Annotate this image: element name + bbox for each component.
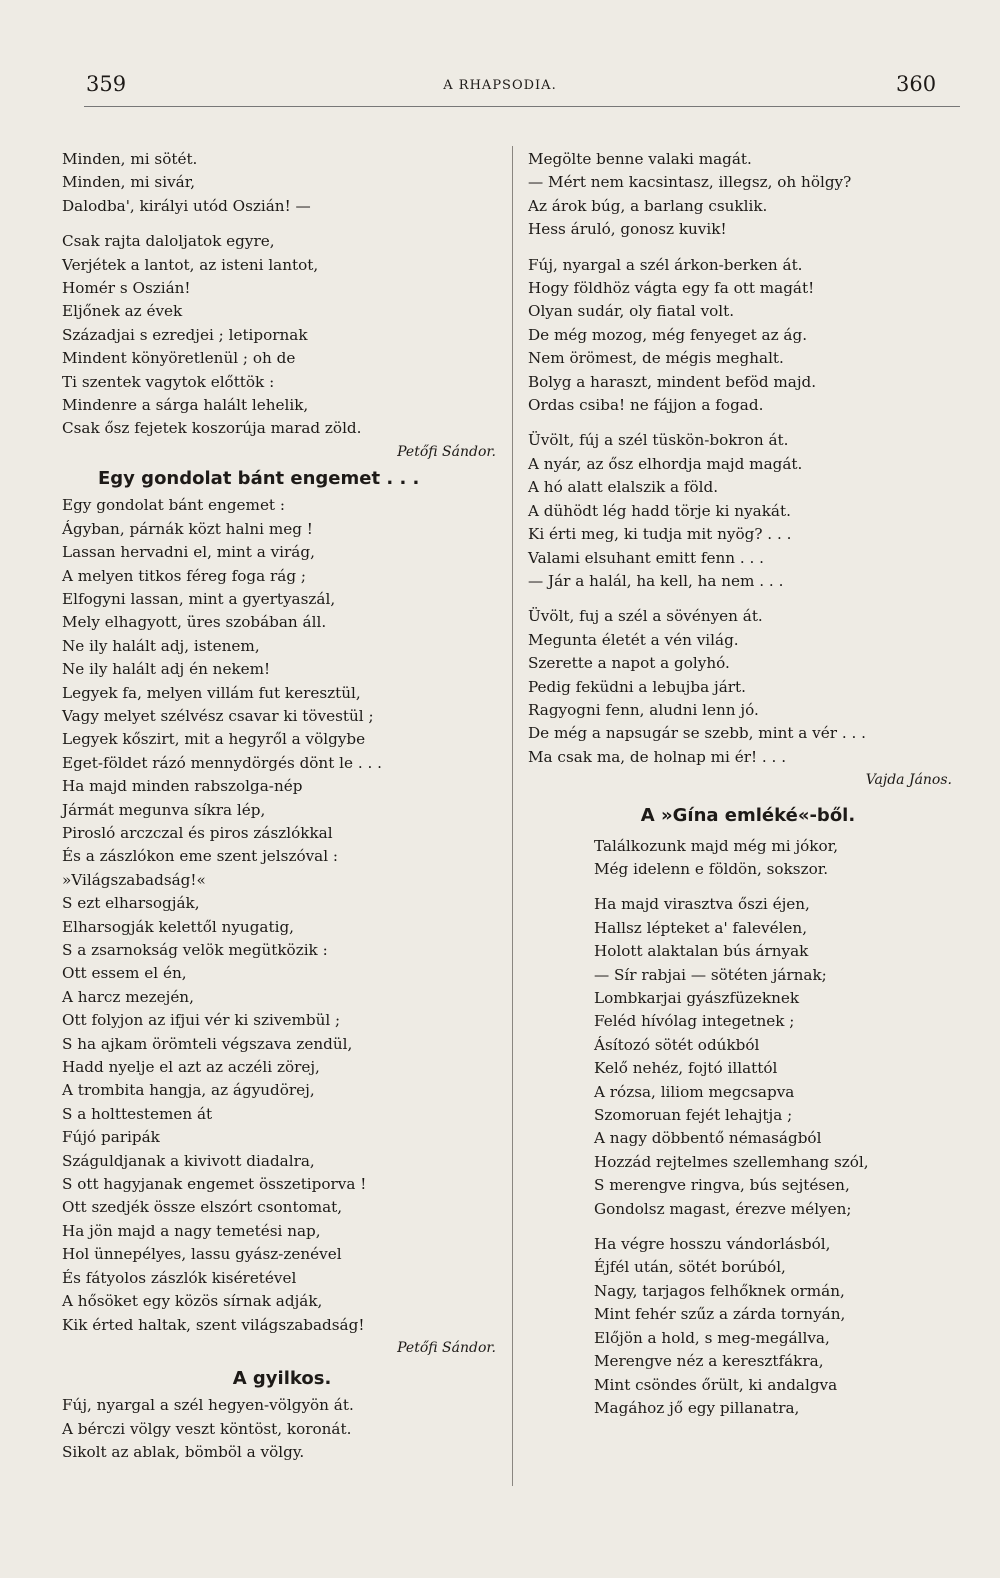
- verse-line: Hozzád rejtelmes szellemhang szól,: [594, 1152, 869, 1171]
- verse-line: S a zsarnokság velök megütközik :: [62, 941, 328, 959]
- verse-line: Száguldjanak a kivivott diadalra,: [62, 1151, 315, 1170]
- verse-line: Pirosló arczczal és piros zászlókkal: [62, 823, 333, 842]
- verse-line: Találkozunk majd még mi jókor,: [594, 836, 839, 855]
- gina-stanza-3: [528, 1233, 968, 1420]
- verse-line: — Jár a halál, ha kell, ha nem . . .: [528, 571, 784, 590]
- verse-line: A hősöket egy közös sírnak adják,: [62, 1292, 323, 1311]
- verse-line: Ott folyjon az ifjui vér ki szivembül ;: [62, 1011, 341, 1030]
- verse-line: Mindent könyöretlenül ; oh de: [62, 349, 296, 368]
- verse-line: A harcz mezején,: [62, 987, 194, 1006]
- verse-line: Merengve néz a keresztfákra,: [594, 1352, 824, 1371]
- verse-line: Nagy, tarjagos felhőknek ormán,: [594, 1281, 845, 1300]
- verse-line: Ha majd virasztva őszi éjen,: [594, 895, 810, 914]
- verse-line: De még a napsugár se szebb, mint a vér . . .: [528, 724, 866, 743]
- verse-line: Minden, mi sötét.: [62, 150, 198, 168]
- verse-line: Homér s Oszián!: [62, 279, 191, 298]
- verse-line: A melyen titkos féreg foga rág ;: [62, 566, 307, 585]
- verse-line: Elfogyni lassan, mint a gyertyaszál,: [62, 589, 336, 608]
- verse-line: Megölte benne valaki magát.: [528, 150, 752, 168]
- verse-line: Fújó paripák: [62, 1128, 160, 1147]
- verse-line: Fúj, nyargal a szél árkon-berken át.: [528, 255, 803, 274]
- verse-line: Feléd hívólag integetnek ;: [594, 1012, 795, 1031]
- verse-line: Hess áruló, gonosz kuvik!: [528, 220, 727, 239]
- verse-line: Elharsogják kelettől nyugatig,: [62, 917, 294, 936]
- verse-line: Legyek kőszirt, mit a hegyről a völgybe: [62, 730, 366, 749]
- verse-line: Az árok búg, a barlang csuklik.: [528, 196, 768, 215]
- signature-vajda: Vajda János.: [865, 772, 952, 789]
- page-number-right: 360: [896, 72, 937, 96]
- gina-stanza-1: [528, 835, 968, 882]
- verse-line: A bérczi völgy veszt köntöst, koronát.: [62, 1419, 352, 1438]
- poem-title-a-gyilkos: A gyilkos.: [232, 1368, 332, 1390]
- verse-line: Hadd nyelje el azt az aczéli zörej,: [62, 1058, 320, 1077]
- verse-line: Dalodba', királyi utód Oszián! —: [62, 196, 311, 215]
- verse-line: Bolyg a haraszt, mindent beföd majd.: [528, 372, 817, 391]
- verse-line: A nyár, az ősz elhordja majd magát.: [528, 454, 803, 473]
- verse-line: Üvölt, fuj a szél a sövényen át.: [528, 607, 763, 626]
- verse-line: Eljőnek az évek: [62, 302, 183, 321]
- verse-line: És a zászlókon eme szent jelszóval :: [62, 847, 339, 866]
- verse-line: Eget-földet rázó mennydörgés dönt le . . .: [62, 753, 382, 772]
- verse-line: Egy gondolat bánt engemet :: [62, 496, 285, 515]
- gyilkos-stanza-1-end: [528, 148, 968, 242]
- verse-line: Ott essem el én,: [62, 964, 187, 983]
- verse-line: S merengve ringva, bús sejtésen,: [594, 1176, 850, 1195]
- verse-line: A dühödt lég hadd törje ki nyakát.: [528, 501, 791, 520]
- verse-line: A nagy döbbentő némaságból: [594, 1129, 822, 1148]
- verse-line: »Világszabadság!«: [62, 870, 206, 889]
- verse-line: Magához jő egy pillanatra,: [594, 1398, 800, 1417]
- poem2-body: [62, 494, 502, 1337]
- verse-line: Fúj, nyargal a szél hegyen-völgyön át.: [62, 1396, 354, 1415]
- verse-line: A rózsa, liliom megcsapva: [594, 1082, 795, 1101]
- verse-line: Legyek fa, melyen villám fut keresztül,: [62, 683, 361, 702]
- header-rule: [84, 106, 960, 107]
- verse-line: Ha jön majd a nagy temetési nap,: [62, 1221, 321, 1240]
- verse-line: Mely elhagyott, üres szobában áll.: [62, 613, 327, 632]
- verse-line: — Sír rabjai — sötéten járnak;: [594, 965, 827, 984]
- verse-line: S ezt elharsogják,: [62, 894, 200, 913]
- verse-line: Ordas csiba! ne fájjon a fogad.: [528, 396, 764, 415]
- page-number-left: 359: [86, 72, 127, 96]
- verse-line: S ott hagyjanak engemet összetiporva !: [62, 1175, 367, 1194]
- verse-line: Csak rajta daloljatok egyre,: [62, 232, 275, 251]
- verse-line: Jármát megunva síkra lép,: [62, 800, 266, 819]
- verse-line: Olyan sudár, oly fiatal volt.: [528, 302, 735, 321]
- verse-line: Hogy földhöz vágta egy fa ott magát!: [528, 279, 815, 298]
- verse-line: Vagy melyet szélvész csavar ki tövestül ;: [62, 706, 374, 725]
- running-title: A RHAPSODIA.: [443, 78, 557, 93]
- verse-line: Ásítozó sötét odúkból: [594, 1035, 760, 1054]
- gyilkos-stanza-3: [528, 429, 968, 593]
- verse-line: S a holttestemen át: [62, 1104, 213, 1123]
- poem-title-egy-gondolat: Egy gondolat bánt engemet . . .: [98, 468, 420, 490]
- verse-line: Ma csak ma, de holnap mi ér! . . .: [528, 747, 787, 766]
- verse-line: Ágyban, párnák közt halni meg !: [62, 519, 313, 538]
- verse-line: Holott alaktalan bús árnyak: [594, 942, 809, 961]
- verse-line: A trombita hangja, az ágyudörej,: [62, 1081, 315, 1100]
- verse-line: Ne ily halált adj én nekem!: [62, 660, 271, 679]
- page-header: [0, 0, 1000, 110]
- verse-line: És fátyolos zászlók kiséretével: [62, 1268, 297, 1287]
- verse-line: Szerette a napot a golyhó.: [528, 654, 730, 673]
- verse-line: Kelő nehéz, fojtó illattól: [594, 1059, 778, 1078]
- verse-line: Sikolt az ablak, bömböl a völgy.: [62, 1443, 305, 1462]
- poem1-stanza-a: [62, 148, 502, 218]
- verse-line: Ott szedjék össze elszórt csontomat,: [62, 1198, 343, 1217]
- verse-line: Még idelenn e földön, sokszor.: [594, 859, 829, 878]
- verse-line: S ha ajkam örömteli végszava zendül,: [62, 1034, 353, 1053]
- verse-line: Ne ily halált adj, istenem,: [62, 636, 260, 655]
- verse-line: Pedig feküdni a lebujba járt.: [528, 677, 746, 696]
- verse-line: Ragyogni fenn, aludni lenn jó.: [528, 700, 759, 719]
- verse-line: Hallsz lépteket a' falevélen,: [594, 918, 808, 937]
- gyilkos-stanza-2: [528, 254, 968, 418]
- poem-title-gina: A »Gína emléké«-ből.: [640, 804, 856, 826]
- verse-line: Lombkarjai gyászfüzeknek: [594, 989, 800, 1007]
- gina-stanza-2: [528, 893, 968, 1221]
- verse-line: Üvölt, fúj a szél tüskön-bokron át.: [528, 431, 789, 450]
- verse-line: Ha majd minden rabszolga-nép: [62, 777, 303, 796]
- verse-line: Hol ünnepélyes, lassu gyász-zenével: [62, 1245, 342, 1264]
- verse-line: Verjétek a lantot, az isteni lantot,: [62, 255, 319, 274]
- verse-line: Csak ősz fejetek koszorúja marad zöld.: [62, 419, 362, 438]
- verse-line: — Mért nem kacsintasz, illegsz, oh hölgy?: [528, 173, 852, 192]
- signature-petofi-1: Petőfi Sándor.: [397, 443, 496, 460]
- verse-line: Előjön a hold, s meg-megállva,: [594, 1328, 830, 1347]
- verse-line: Minden, mi sivár,: [62, 173, 196, 192]
- verse-line: Szomoruan fejét lehajtja ;: [594, 1106, 793, 1125]
- verse-line: Valami elsuhant emitt fenn . . .: [528, 548, 765, 567]
- right-column: [528, 148, 968, 1420]
- verse-line: Megunta életét a vén világ.: [528, 630, 739, 649]
- gyilkos-stanza-4: [528, 605, 968, 769]
- verse-line: Gondolsz magast, érezve mélyen;: [594, 1199, 852, 1218]
- verse-line: Kik érted haltak, szent világszabadság!: [62, 1315, 365, 1334]
- verse-line: De még mozog, még fenyeget az ág.: [528, 325, 808, 344]
- verse-line: A hó alatt elalszik a föld.: [528, 478, 719, 497]
- verse-line: Mindenre a sárga halált lehelik,: [62, 396, 309, 415]
- verse-line: Éjfél után, sötét borúból,: [594, 1258, 786, 1277]
- verse-line: Lassan hervadni el, mint a virág,: [62, 543, 315, 562]
- verse-line: Ha végre hosszu vándorlásból,: [594, 1235, 831, 1254]
- verse-line: Nem örömest, de mégis meghalt.: [528, 349, 784, 368]
- signature-petofi-2: Petőfi Sándor.: [397, 1339, 496, 1356]
- verse-line: Mint csöndes őrült, ki andalgva: [594, 1375, 838, 1394]
- verse-line: Mint fehér szűz a zárda tornyán,: [594, 1305, 846, 1324]
- verse-line: Ki érti meg, ki tudja mit nyög? . . .: [528, 525, 792, 544]
- verse-line: Századjai s ezredjei ; letipornak: [62, 325, 308, 344]
- left-column: [62, 148, 502, 1465]
- poem1-stanza-b: [62, 230, 502, 441]
- poem3-stanza-start: [62, 1394, 502, 1464]
- column-divider: [512, 146, 513, 1486]
- verse-line: Ti szentek vagytok előttök :: [62, 372, 275, 391]
